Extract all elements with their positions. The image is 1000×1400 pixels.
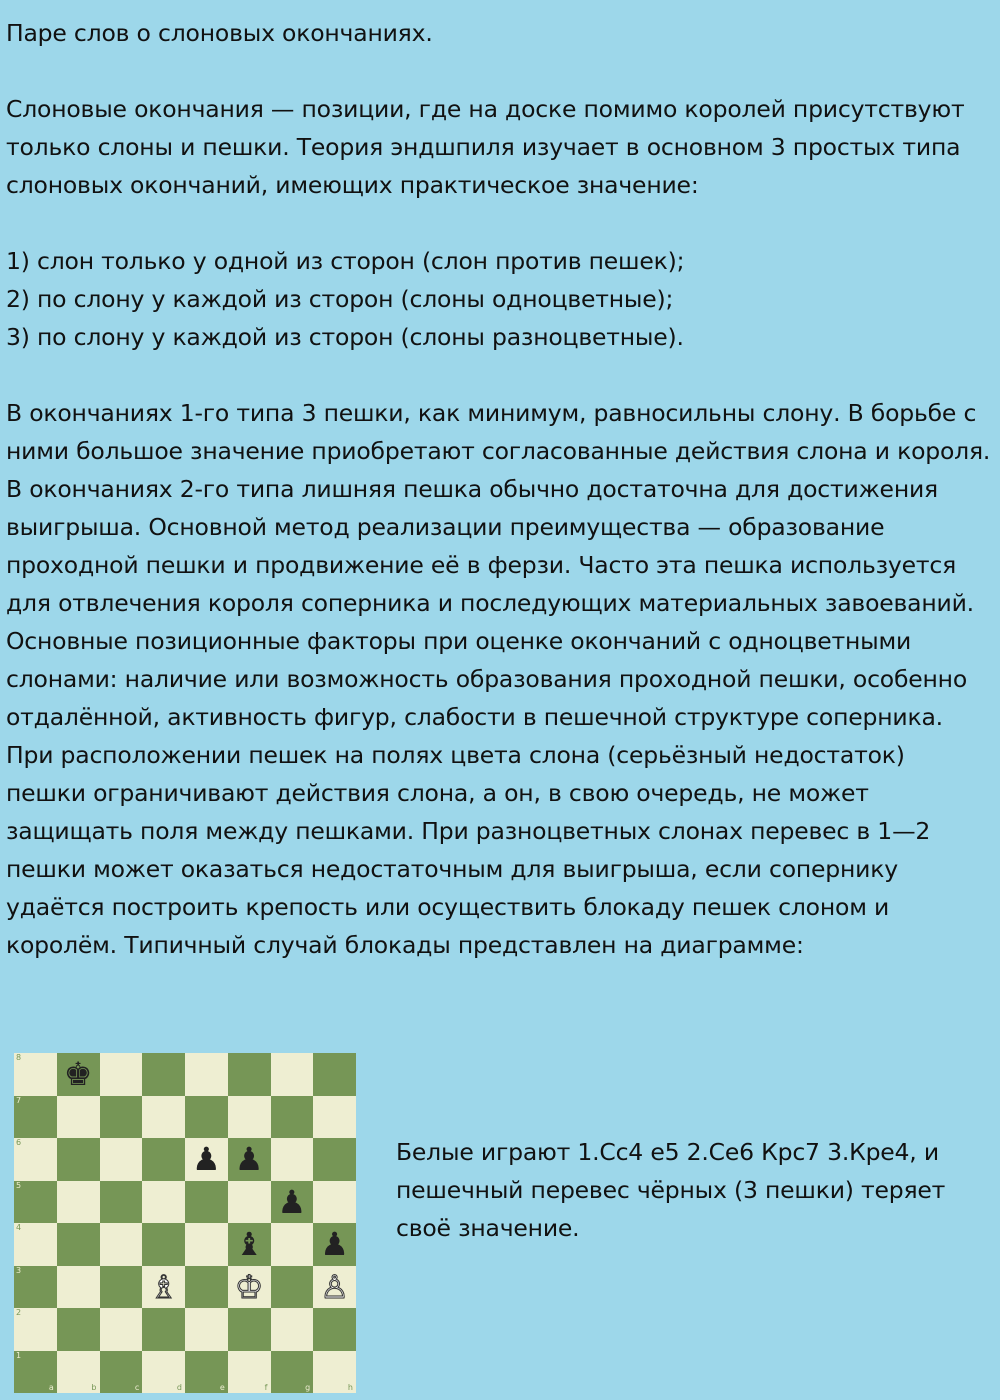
square-a3 bbox=[14, 1266, 57, 1309]
square-d1 bbox=[142, 1351, 185, 1394]
square-f2 bbox=[228, 1308, 271, 1351]
square-f4 bbox=[228, 1223, 271, 1266]
square-a6 bbox=[14, 1138, 57, 1181]
square-h6 bbox=[313, 1138, 356, 1181]
square-b1 bbox=[57, 1351, 100, 1394]
square-d6 bbox=[142, 1138, 185, 1181]
square-b3 bbox=[57, 1266, 100, 1309]
white-king-icon: ♔ bbox=[234, 1267, 264, 1306]
square-a4 bbox=[14, 1223, 57, 1266]
rank-label: 8 bbox=[16, 1053, 22, 1062]
rank-label: 6 bbox=[16, 1138, 22, 1147]
square-e4 bbox=[185, 1223, 228, 1266]
square-e6 bbox=[185, 1138, 228, 1181]
black-bishop-icon: ♝ bbox=[234, 1225, 264, 1264]
type-item-1: 1) слон только у одной из сторон (слон против пешек); bbox=[6, 247, 685, 275]
square-f7 bbox=[228, 1096, 271, 1139]
article-text bbox=[6, 14, 991, 964]
white-pawn-icon: ♙ bbox=[320, 1267, 349, 1306]
square-h2 bbox=[313, 1308, 356, 1351]
square-e7 bbox=[185, 1096, 228, 1139]
black-pawn-icon: ♟ bbox=[277, 1182, 307, 1221]
square-c3 bbox=[100, 1266, 143, 1309]
type-item-3: 3) по слону у каждой из сторон (слоны разноцветные). bbox=[6, 323, 684, 351]
square-g2 bbox=[271, 1308, 314, 1351]
square-a1 bbox=[14, 1351, 57, 1394]
rank-label: 3 bbox=[16, 1265, 22, 1275]
square-g3 bbox=[271, 1266, 314, 1309]
square-h7 bbox=[313, 1096, 356, 1139]
type-item-2: 2) по слону у каждой из сторон (слоны одноцветные); bbox=[6, 285, 674, 313]
rank-label: 2 bbox=[16, 1308, 22, 1317]
square-a5 bbox=[14, 1181, 57, 1224]
file-label: e bbox=[219, 1383, 225, 1392]
chess-board bbox=[14, 1053, 356, 1393]
paragraph-gap bbox=[6, 204, 991, 242]
rank-label: 5 bbox=[16, 1180, 22, 1190]
square-g5 bbox=[271, 1181, 314, 1224]
file-label: c bbox=[134, 1383, 140, 1392]
square-c1 bbox=[100, 1351, 143, 1394]
square-d7 bbox=[142, 1096, 185, 1139]
white-bishop-icon: ♗ bbox=[149, 1267, 178, 1306]
square-e8 bbox=[185, 1053, 228, 1096]
square-f6 bbox=[228, 1138, 271, 1181]
square-h3 bbox=[313, 1266, 356, 1309]
square-a8 bbox=[14, 1053, 57, 1096]
square-h8 bbox=[313, 1053, 356, 1096]
square-h4 bbox=[313, 1223, 356, 1266]
file-label: b bbox=[91, 1383, 97, 1392]
square-c4 bbox=[100, 1223, 143, 1266]
file-label: h bbox=[347, 1383, 353, 1392]
square-d8 bbox=[142, 1053, 185, 1096]
square-e2 bbox=[185, 1308, 228, 1351]
square-a2 bbox=[14, 1308, 57, 1351]
square-b8 bbox=[57, 1053, 100, 1096]
square-b7 bbox=[57, 1096, 100, 1139]
black-pawn-icon: ♟ bbox=[192, 1140, 221, 1179]
file-label: a bbox=[48, 1383, 54, 1392]
square-a7 bbox=[14, 1096, 57, 1139]
square-d4 bbox=[142, 1223, 185, 1266]
square-g8 bbox=[271, 1053, 314, 1096]
square-h1 bbox=[313, 1351, 356, 1394]
square-g6 bbox=[271, 1138, 314, 1181]
black-pawn-icon: ♟ bbox=[320, 1225, 349, 1264]
square-f8 bbox=[228, 1053, 271, 1096]
intro-paragraph: Слоновые окончания — позиции, где на доске помимо королей присутствуют только слоны и пешки. Теория эндшпиля изучает в основном 3 простых типа слоновых окончаний, имеющих практическое значение: bbox=[6, 95, 965, 199]
square-g1 bbox=[271, 1351, 314, 1394]
square-b4 bbox=[57, 1223, 100, 1266]
rank-label: 7 bbox=[16, 1095, 22, 1105]
file-label: f bbox=[264, 1383, 268, 1392]
square-b5 bbox=[57, 1181, 100, 1224]
diagram-caption: Белые играют 1.Сс4 е5 2.Се6 Крс7 3.Кре4, и пешечный перевес чёрных (3 пешки) теряет своё значение. bbox=[396, 1138, 946, 1242]
article-title: Паре слов о слоновых окончаниях. bbox=[6, 19, 433, 47]
square-f5 bbox=[228, 1181, 271, 1224]
square-b2 bbox=[57, 1308, 100, 1351]
square-g7 bbox=[271, 1096, 314, 1139]
square-d3 bbox=[142, 1266, 185, 1309]
square-d5 bbox=[142, 1181, 185, 1224]
square-c2 bbox=[100, 1308, 143, 1351]
square-h5 bbox=[313, 1181, 356, 1224]
square-e5 bbox=[185, 1181, 228, 1224]
square-c5 bbox=[100, 1181, 143, 1224]
square-c7 bbox=[100, 1096, 143, 1139]
square-c8 bbox=[100, 1053, 143, 1096]
square-b6 bbox=[57, 1138, 100, 1181]
paragraph-gap bbox=[6, 356, 991, 394]
square-e1 bbox=[185, 1351, 228, 1394]
square-f3 bbox=[228, 1266, 271, 1309]
square-e3 bbox=[185, 1266, 228, 1309]
square-g4 bbox=[271, 1223, 314, 1266]
square-d2 bbox=[142, 1308, 185, 1351]
black-pawn-icon: ♟ bbox=[234, 1140, 264, 1179]
square-f1 bbox=[228, 1351, 271, 1394]
black-king-icon: ♚ bbox=[63, 1055, 93, 1094]
rank-label: 1 bbox=[16, 1350, 22, 1360]
body-paragraph: В окончаниях 1-го типа 3 пешки, как минимум, равносильны слону. В борьбе с ними большое значение приобретают согласованные действия слона и короля. В окончаниях 2-го типа лишняя пешка обычно достаточна для достижения выигрыша. Основной метод реализации преимущества — образование проходной пешки и продвижение её в ферзи. Часто эта пешка используется для отвлечения короля соперника и последующих материальных завоеваний. Основные позиционные факторы при оценке окончаний с одноцветными слонами: наличие или возможность образования проходной пешки, особенно отдалённой, активность фигур, слабости в пешечной структуре соперника. При расположении пешек на полях цвета слона (серьёзный недостаток) пешки ограничивают действия слона, а он, в свою очередь, не может защищать поля между пешками. При разноцветных слонах перевес в 1—2 пешки может оказаться недостаточным для выигрыша, если сопернику удаётся построить крепость или осуществить блокаду пешек слоном и королём. Типичный случай блокады представлен на диаграмме: bbox=[6, 399, 991, 959]
file-label: d bbox=[176, 1383, 182, 1392]
file-label: g bbox=[305, 1383, 311, 1392]
paragraph-gap bbox=[6, 52, 991, 90]
rank-label: 4 bbox=[16, 1223, 22, 1232]
square-c6 bbox=[100, 1138, 143, 1181]
